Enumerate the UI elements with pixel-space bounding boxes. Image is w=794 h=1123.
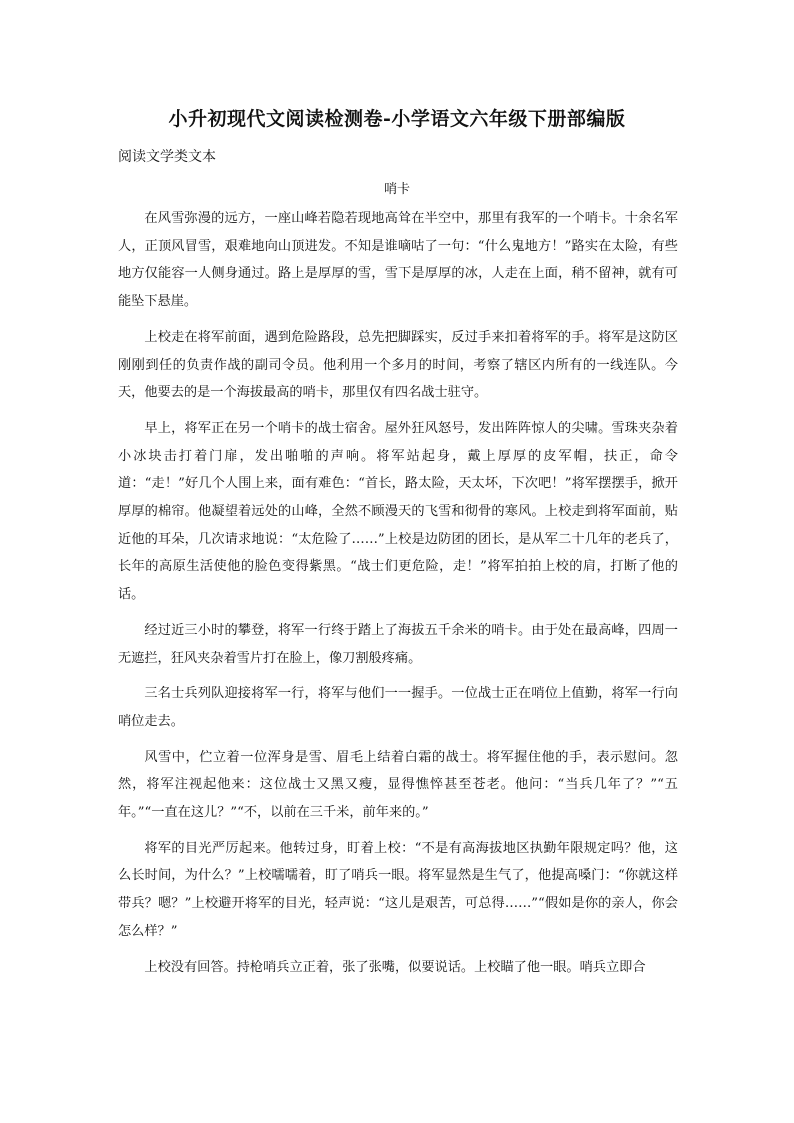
paragraph: 经过近三小时的攀登，将军一行终于踏上了海拔五千余米的哨卡。由于处在最高峰，四周一无遮拦，狂风夹杂着雪片打在脸上，像刀割般疼痛。 (118, 622, 678, 666)
paragraph: 三名士兵列队迎接将军一行，将军与他们一一握手。一位战士正在哨位上值勤，将军一行向哨位走去。 (118, 686, 678, 729)
paragraph: 早上，将军正在另一个哨卡的战士宿舍。屋外狂风怒号，发出阵阵惊人的尖啸。雪珠夹杂着小冰块击打着门扉，发出啪啪的声响。将军站起身，戴上厚厚的皮军帽，扶正，命令道：“走！”好几个人围上来，面有难色：“首长，路太险，天太坏，下次吧！”将军摆摆手，掀开厚厚的棉帘。他凝望着远处的山峰，全然不顾漫天的飞雪和彻骨的寒风。上校走到将军面前，贴近他的耳朵，几次请求地说：“太危险了……”上校是边防团的团长，是从军二十几年的老兵了，长年的高原生活使他的脸色变得紫黑。“战士们更危险，走！”将军拍拍上校的肩，打断了他的话。 (118, 420, 678, 603)
story-title: 哨卡 (383, 182, 410, 197)
paragraph: 在风雪弥漫的远方，一座山峰若隐若现地高耸在半空中，那里有我军的一个哨卡。十余名军人，正顶风冒雪，艰难地向山顶进发。不知是谁嘀咕了一句：“什么鬼地方！”路实在太险，有些地方仅能容一人侧身通过。路上是厚厚的雪，雪下是厚厚的冰，人走在上面，稍不留神，就有可能坠下悬崖。 (118, 211, 678, 310)
paragraph: 将军的目光严厉起来。他转过身，盯着上校：“不是有高海拔地区执勤年限规定吗？他，这么长时间，为什么？”上校嚅嚅着，盯了哨兵一眼。将军显然是生气了，他提高嗓门：“你就这样带兵？嗯？”上校避开将军的目光，轻声说：“这儿是艰苦，可总得……”“假如是你的亲人，你会怎么样？” (118, 840, 678, 939)
paragraph: 上校走在将军前面，遇到危险路段，总先把脚踩实，反过手来扣着将军的手。将军是这防区刚刚到任的负责作战的副司令员。他利用一个多月的时间，考察了辖区内所有的一线连队。今天，他要去的是一个海拔最高的哨卡，那里仅有四名战士驻守。 (118, 329, 678, 401)
story-body (118, 205, 678, 989)
document-title: 小升初现代文阅读检测卷-小学语文六年级下册部编版 (168, 108, 626, 130)
paragraph: 风雪中，伫立着一位浑身是雪、眉毛上结着白霜的战士。将军握住他的手，表示慰问。忽然，将军注视起他来：这位战士又黑又瘦，显得憔悴甚至苍老。他问：“当兵几年了？”“五年。”“一直在这儿？”“不，以前在三千米，前年来的。” (118, 749, 678, 821)
section-label: 阅读文学类文本 (118, 149, 216, 165)
paragraph: 上校没有回答。持枪哨兵立正着，张了张嘴，似要说话。上校瞄了他一眼。哨兵立即合 (144, 959, 646, 975)
